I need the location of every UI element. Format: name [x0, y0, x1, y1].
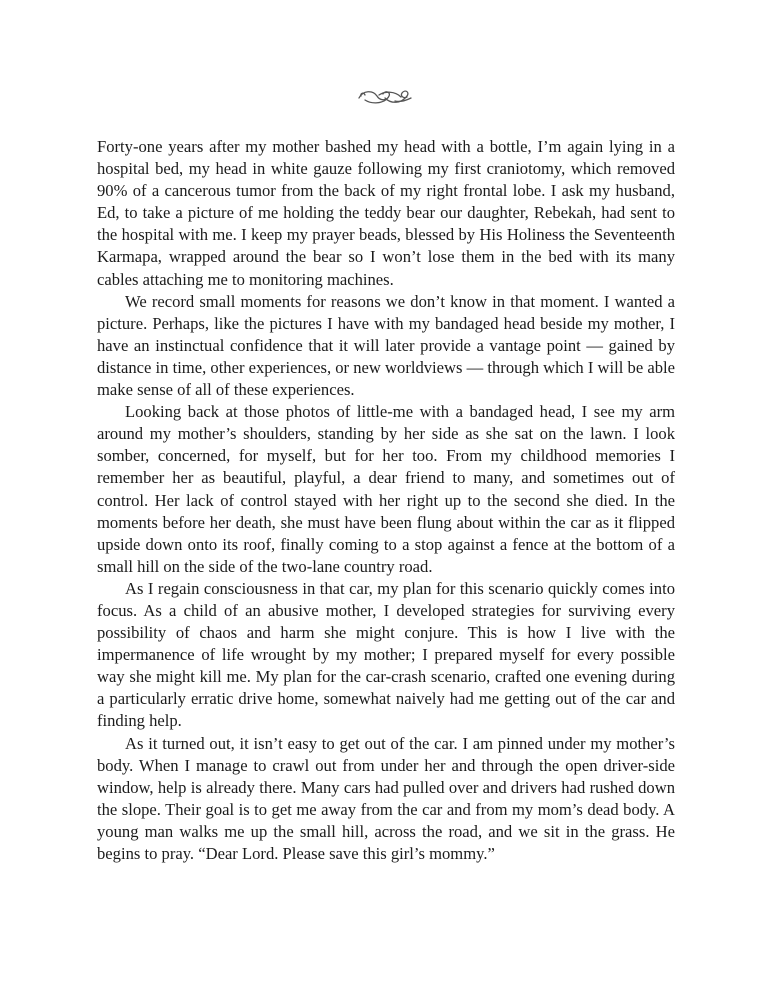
body-text: [97, 136, 675, 865]
scroll-flourish-icon: [355, 86, 415, 108]
paragraph-4: As I regain consciousness in that car, my plan for this scenario quickly comes into focus. As a child of an abusive mother, I developed strategies for surviving every possibility of chaos and harm she might conjure. This is how I live with the impermanence of life wrought by my mother; I prepared myself for every possible way she might kill me. My plan for the car-crash scenario, crafted one evening during a particularly erratic drive home, somewhat naively had me getting out of the car and finding help.: [97, 578, 675, 731]
paragraph-3: Looking back at those photos of little-me with a bandaged head, I see my arm around my mother’s shoulders, standing by her side as she sat on the lawn. I look somber, concerned, for myself, but for her too. From my childhood memories I remember her as beautiful, playful, a dear friend to many, and sometimes out of control. Her lack of control stayed with her right up to the second she died. In the moments before her death, she must have been flung about within the car as it flipped upside down onto its roof, finally coming to a stop against a fence at the bottom of a small hill on the side of the two-lane country road.: [97, 402, 675, 576]
paragraph-1: Forty-one years after my mother bashed my head with a bottle, I’m again lying in a hospital bed, my head in white gauze following my first craniotomy, which removed 90% of a cancerous tumor from the back of my right frontal lobe. I ask my husband, Ed, to take a picture of me holding the teddy bear our daughter, Rebekah, had sent to the hospital with me. I keep my prayer beads, blessed by His Holiness the Seventeenth Karmapa, wrapped around the bear so I won’t lose them in the bed with its many cables attaching me to monitoring machines.: [97, 137, 675, 289]
paragraph-2: We record small moments for reasons we don’t know in that moment. I wanted a picture. Perhaps, like the pictures I have with my bandaged head beside my mother, I have an instinctual confidence that it will later provide a vantage point — gained by distance in time, other experiences, or new worldviews — through which I will be able make sense of all of these experiences.: [97, 291, 675, 400]
paragraph-5: As it turned out, it isn’t easy to get out of the car. I am pinned under my mother’s body. When I manage to crawl out from under her and through the open driver-side window, help is already there. Many cars had pulled over and drivers had rushed down the slope. Their goal is to get me away from the car and from my mom’s dead body. A young man walks me up the small hill, across the road, and we sit in the grass. He begins to pray. “Dear Lord. Please save this girl’s mommy.”: [97, 733, 675, 863]
